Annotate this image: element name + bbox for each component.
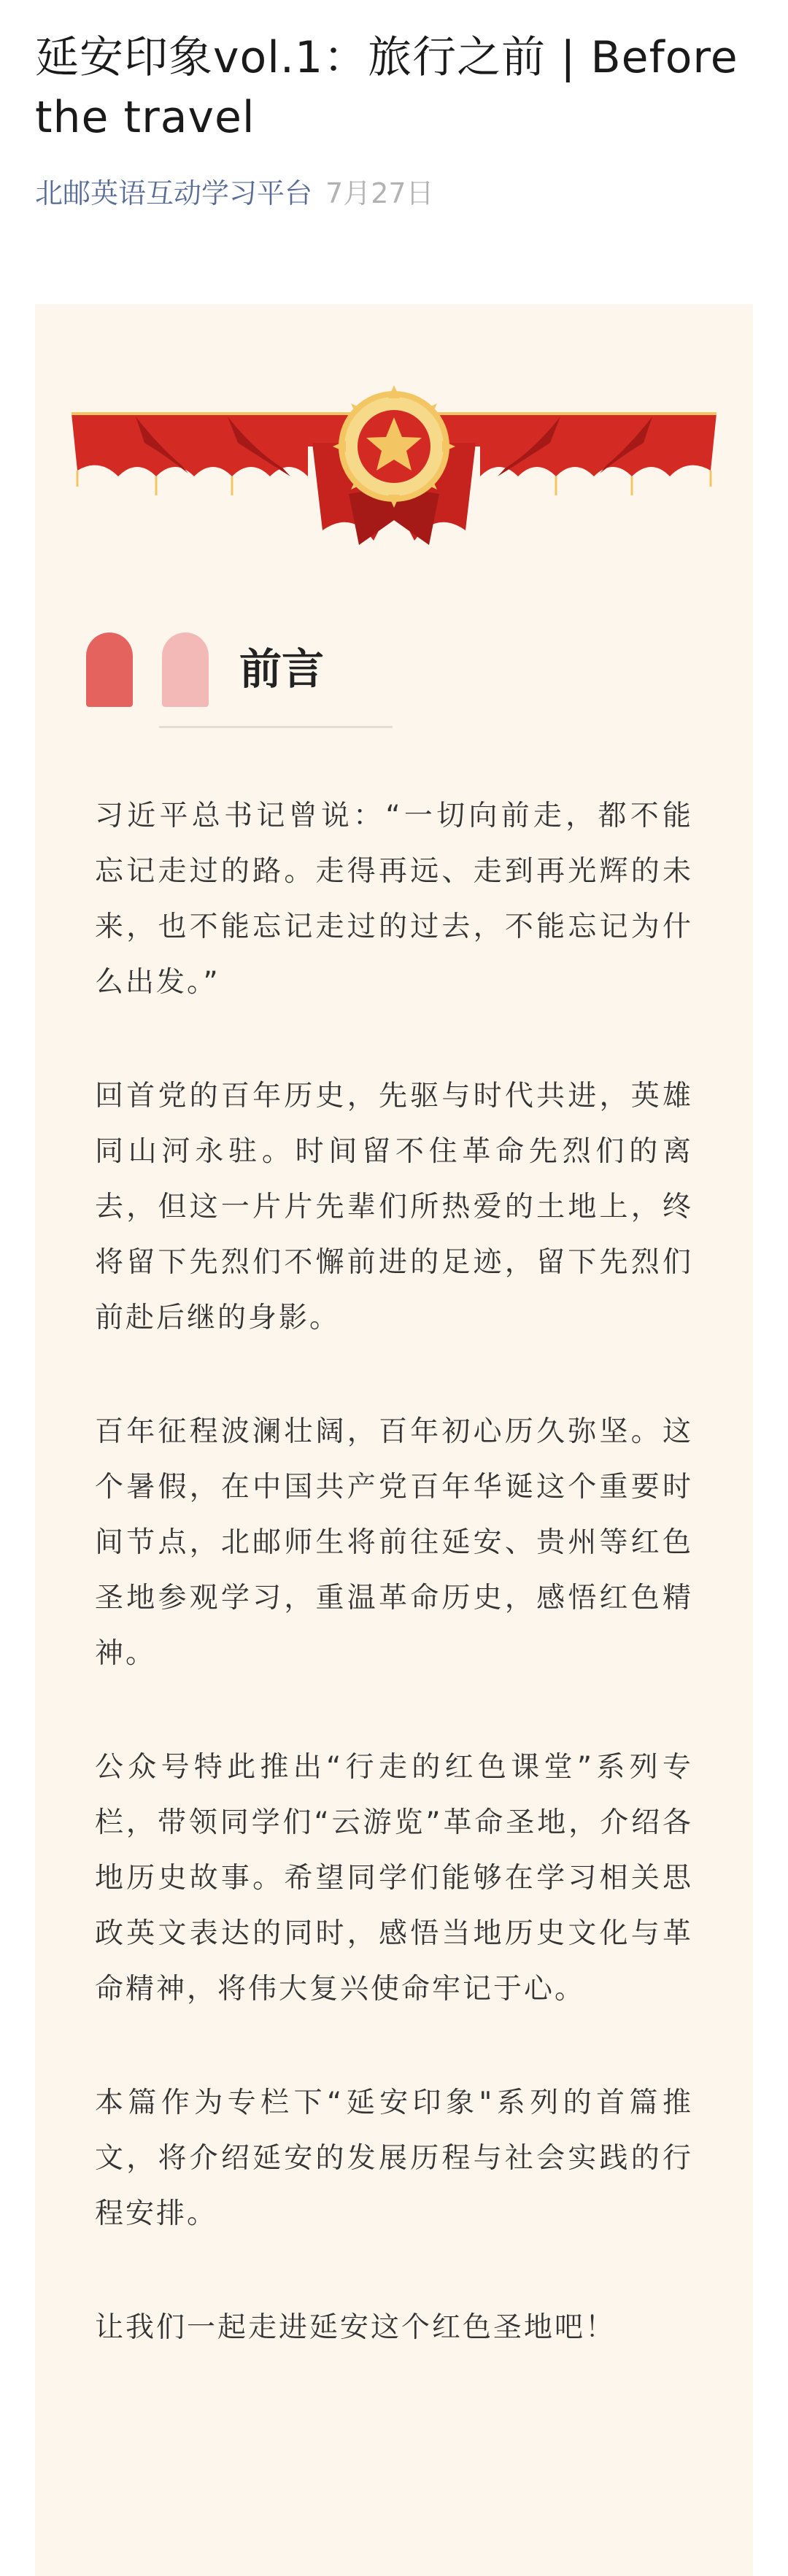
paragraph-6: 让我们一起走进延安这个红色圣地吧！ bbox=[95, 2311, 617, 2344]
section-divider bbox=[159, 726, 393, 728]
article-meta bbox=[35, 175, 753, 212]
paragraph-4: 公众号特此推出“行走的红色课堂”系列专栏，带领同学们“云游览”革命圣地，介绍各地历史故事。希望同学们能够在学习相关思政英文表达的同时，感悟当地历史文化与革命精神，将伟大复兴使命牢记于心。 bbox=[95, 1751, 693, 2006]
red-ribbon-star-emblem-icon bbox=[72, 377, 716, 545]
article-title: 延安印象vol.1：旅行之前 | Before the travel bbox=[35, 32, 738, 143]
section-heading bbox=[86, 633, 407, 713]
paragraph-5: 本篇作为专栏下“延安印象"系列的首篇推文，将介绍延安的发展历程与社会实践的行程安排。 bbox=[95, 2086, 693, 2230]
account-name-link[interactable]: 北邮英语互动学习平台 bbox=[35, 177, 313, 209]
article-body bbox=[95, 789, 693, 2414]
article-header bbox=[0, 0, 788, 212]
publish-date: 7月27日 bbox=[325, 177, 434, 209]
paragraph-3: 百年征程波澜壮阔，百年初心历久弥坚。这个暑假，在中国共产党百年华诞这个重要时间节点，北邮师生将前往延安、贵州等红色圣地参观学习，重温革命历史，感悟红色精神。 bbox=[95, 1415, 693, 1670]
article-card bbox=[35, 304, 753, 2576]
paragraph-2: 回首党的百年历史，先驱与时代共进，英雄同山河永驻。时间留不住革命先烈们的离去，但这一片片先辈们所热爱的土地上，终将留下先烈们不懈前进的足迹，留下先烈们前赴后继的身影。 bbox=[95, 1080, 693, 1334]
section-title: 前言 bbox=[239, 644, 325, 694]
decor-pill-dark bbox=[86, 633, 133, 707]
decor-pill-light bbox=[162, 633, 209, 707]
paragraph-1: 习近平总书记曾说：“一切向前走，都不能忘记走过的路。走得再远、走到再光辉的未来，也不能忘记走过的过去，不能忘记为什么出发。” bbox=[95, 800, 693, 999]
